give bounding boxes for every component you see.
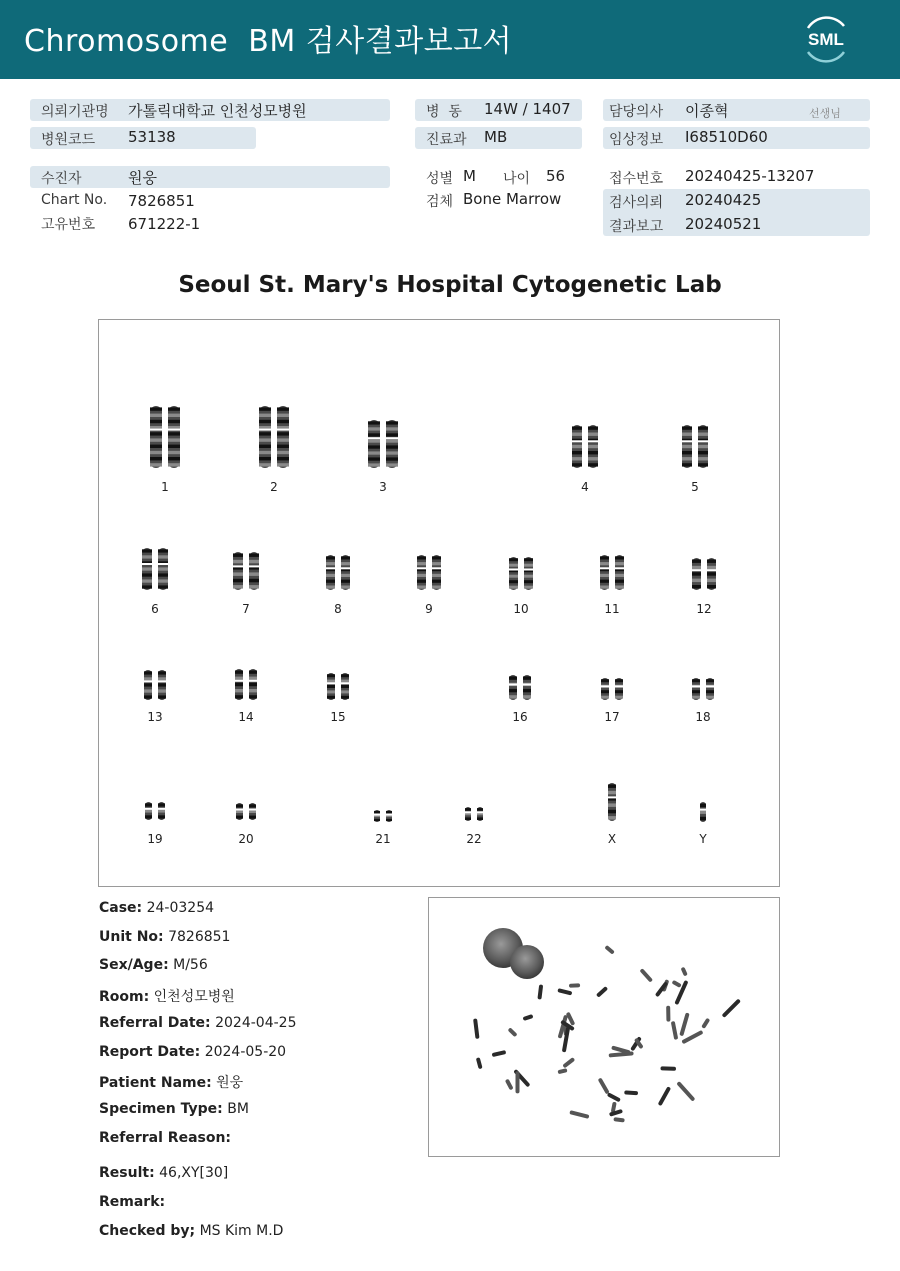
metaphase-chromosome bbox=[569, 1110, 589, 1119]
chromosome-17 bbox=[582, 678, 642, 700]
ward-label: 병 동 bbox=[426, 104, 462, 120]
specimen-value: Bone Marrow bbox=[463, 190, 562, 208]
referral-date-value: 2024-04-25 bbox=[215, 1015, 297, 1031]
referral-reason-line: Referral Reason: bbox=[99, 1130, 232, 1146]
metaphase-chromosome bbox=[676, 1081, 695, 1102]
chromosome-11 bbox=[582, 555, 642, 590]
chromosome-2 bbox=[244, 406, 304, 468]
patient-value: 원웅 bbox=[128, 169, 157, 187]
metaphase-spread bbox=[429, 898, 779, 1156]
chromosome-8 bbox=[308, 555, 368, 590]
clinical-label: 임상정보 bbox=[609, 132, 664, 148]
metaphase-chromosome bbox=[523, 1014, 534, 1021]
dept-label: 진료과 bbox=[426, 132, 467, 148]
report-value: 20240521 bbox=[685, 215, 762, 233]
checked-value: MS Kim M.D bbox=[199, 1223, 284, 1239]
doctor-value: 이종혁 bbox=[685, 102, 729, 120]
metaphase-chromosome bbox=[681, 1030, 703, 1044]
chromosome-label-8: 8 bbox=[334, 602, 342, 616]
metaphase-chromosome bbox=[658, 1086, 671, 1106]
metaphase-chromosome bbox=[508, 1027, 518, 1037]
chromosome-label-19: 19 bbox=[147, 832, 163, 846]
metaphase-chromosome bbox=[604, 945, 615, 955]
sml-logo bbox=[800, 12, 852, 66]
metaphase-chromosome bbox=[672, 980, 682, 988]
chromosome-12 bbox=[674, 558, 734, 590]
chromosome-label-10: 10 bbox=[513, 602, 529, 616]
chromosome-21 bbox=[353, 810, 413, 822]
chromosome-15 bbox=[308, 673, 368, 700]
req-org-value: 가톨릭대학교 인천성모병원 bbox=[128, 102, 307, 120]
hosp-code-label: 병원코드 bbox=[41, 132, 96, 148]
metaphase-chromosome bbox=[609, 1109, 623, 1117]
chromosome-14 bbox=[216, 669, 276, 700]
remark-line: Remark: bbox=[99, 1194, 166, 1210]
metaphase-chromosome bbox=[681, 967, 688, 977]
chromosome-1 bbox=[135, 406, 195, 468]
chromosome-5 bbox=[665, 425, 725, 468]
metaphase-chromosome bbox=[671, 1021, 678, 1040]
chromosome-x bbox=[582, 783, 642, 821]
report-date-line: Report Date: 2024-05-20 bbox=[99, 1044, 287, 1060]
chromosome-label-1: 1 bbox=[161, 480, 169, 494]
chromosome-label-16: 16 bbox=[512, 710, 528, 724]
ward-value: 14W / 1407 bbox=[484, 100, 571, 118]
case-value: 24-03254 bbox=[146, 900, 215, 916]
chromosome-13 bbox=[125, 670, 185, 700]
metaphase-chromosome bbox=[722, 999, 741, 1018]
chromosome-label-14: 14 bbox=[238, 710, 254, 724]
chromosome-label-20: 20 bbox=[238, 832, 254, 846]
chromosome-label-5: 5 bbox=[691, 480, 699, 494]
room-line: Room: 인천성모병원 bbox=[99, 989, 235, 1005]
metaphase-chromosome bbox=[569, 983, 580, 988]
chromosome-label-21: 21 bbox=[375, 832, 391, 846]
chromosome-label-3: 3 bbox=[379, 480, 387, 494]
chromosome-label-7: 7 bbox=[242, 602, 250, 616]
patient-name-line: Patient Name: 원웅 bbox=[99, 1075, 244, 1091]
nucleus-2 bbox=[510, 945, 544, 979]
result-line: Result: 46,XY[30] bbox=[99, 1165, 229, 1181]
chromosome-y bbox=[673, 802, 733, 822]
referral-date-line: Referral Date: 2024-04-25 bbox=[99, 1015, 297, 1031]
receipt-label: 접수번호 bbox=[609, 171, 664, 187]
chromosome-label-11: 11 bbox=[604, 602, 620, 616]
metaphase-chromosome bbox=[476, 1057, 483, 1069]
chromosome-10 bbox=[491, 557, 551, 590]
chromosome-18 bbox=[673, 678, 733, 700]
report-label: 결과보고 bbox=[609, 219, 664, 235]
clinical-value: I68510D60 bbox=[685, 128, 768, 146]
unit-value: 7826851 bbox=[168, 929, 231, 945]
patient-name-value: 원웅 bbox=[216, 1075, 244, 1091]
chromosome-label-17: 17 bbox=[604, 710, 620, 724]
chromosome-9 bbox=[399, 555, 459, 590]
req-org-label: 의뢰기관명 bbox=[41, 104, 109, 120]
doctor-label: 담당의사 bbox=[609, 104, 664, 120]
metaphase-chromosome bbox=[613, 1117, 624, 1122]
karyotype-panel bbox=[98, 319, 780, 887]
age-value: 56 bbox=[546, 167, 566, 185]
chart-value: 7826851 bbox=[128, 192, 195, 210]
report-title: Chromosome BM 검사결과보고서 bbox=[24, 24, 513, 59]
id-value: 671222-1 bbox=[128, 215, 201, 233]
sex-label: 성별 bbox=[426, 171, 454, 187]
chromosome-label-12: 12 bbox=[696, 602, 712, 616]
case-line: Case: 24-03254 bbox=[99, 900, 215, 916]
metaphase-chromosome bbox=[624, 1090, 638, 1095]
sex-value: M bbox=[463, 167, 476, 185]
unit-line: Unit No: 7826851 bbox=[99, 929, 231, 945]
chromosome-label-y: Y bbox=[699, 832, 707, 846]
metaphase-chromosome bbox=[666, 1006, 670, 1022]
chromosome-19 bbox=[125, 802, 185, 820]
request-label: 검사의뢰 bbox=[609, 195, 664, 211]
chromosome-label-13: 13 bbox=[147, 710, 163, 724]
report-header bbox=[0, 0, 900, 79]
chromosome-20 bbox=[216, 803, 276, 820]
chromosome-label-18: 18 bbox=[695, 710, 711, 724]
chromosome-label-15: 15 bbox=[330, 710, 346, 724]
chromosome-6 bbox=[125, 548, 185, 590]
request-value: 20240425 bbox=[685, 191, 762, 209]
metaphase-chromosome bbox=[492, 1050, 507, 1057]
chromosome-label-9: 9 bbox=[425, 602, 433, 616]
chromosome-label-4: 4 bbox=[581, 480, 589, 494]
result-value: 46,XY[30] bbox=[159, 1165, 229, 1181]
chromosome-label-6: 6 bbox=[151, 602, 159, 616]
chromosome-16 bbox=[490, 675, 550, 700]
chromosome-label-x: X bbox=[607, 832, 617, 846]
sexage-line: Sex/Age: M/56 bbox=[99, 957, 208, 973]
metaphase-image bbox=[428, 897, 780, 1157]
patient-label: 수진자 bbox=[41, 171, 82, 187]
metaphase-chromosome bbox=[701, 1018, 710, 1029]
specimen-label: 검체 bbox=[426, 194, 454, 210]
metaphase-chromosome bbox=[557, 1068, 567, 1074]
room-value: 인천성모병원 bbox=[153, 989, 235, 1005]
dept-value: MB bbox=[484, 128, 508, 146]
metaphase-chromosome bbox=[473, 1018, 479, 1039]
specimen-type-line: Specimen Type: BM bbox=[99, 1101, 249, 1117]
chromosome-4 bbox=[555, 425, 615, 468]
chromosome-7 bbox=[216, 552, 276, 590]
metaphase-chromosome bbox=[516, 1071, 520, 1093]
chart-label: Chart No. bbox=[41, 192, 108, 208]
metaphase-chromosome bbox=[562, 1057, 575, 1068]
lab-title: Seoul St. Mary's Hospital Cytogenetic Lab bbox=[178, 272, 722, 298]
sexage-value: M/56 bbox=[173, 957, 208, 973]
metaphase-chromosome bbox=[557, 988, 572, 995]
patient-row bbox=[30, 166, 390, 188]
report-date-value: 2024-05-20 bbox=[204, 1044, 287, 1060]
checked-line: Checked by; MS Kim M.D bbox=[99, 1223, 284, 1239]
metaphase-chromosome bbox=[660, 1066, 676, 1071]
chromosome-3 bbox=[353, 420, 413, 468]
id-label: 고유번호 bbox=[41, 217, 96, 233]
age-label: 나이 bbox=[503, 171, 531, 187]
receipt-value: 20240425-13207 bbox=[685, 167, 815, 185]
metaphase-chromosome bbox=[607, 1092, 621, 1102]
hosp-code-value: 53138 bbox=[128, 128, 176, 146]
metaphase-chromosome bbox=[596, 986, 608, 998]
metaphase-chromosome bbox=[505, 1079, 514, 1091]
metaphase-chromosome bbox=[537, 984, 543, 999]
svg-text:SML: SML bbox=[808, 30, 844, 49]
chromosome-label-2: 2 bbox=[270, 480, 278, 494]
chromosome-22 bbox=[444, 807, 504, 821]
specimen-type-value: BM bbox=[227, 1101, 249, 1117]
chromosome-label-22: 22 bbox=[466, 832, 482, 846]
metaphase-chromosome bbox=[598, 1078, 610, 1095]
doctor-suffix: 선생님 bbox=[809, 107, 841, 120]
metaphase-chromosome bbox=[679, 1012, 689, 1036]
metaphase-chromosome bbox=[639, 968, 653, 982]
